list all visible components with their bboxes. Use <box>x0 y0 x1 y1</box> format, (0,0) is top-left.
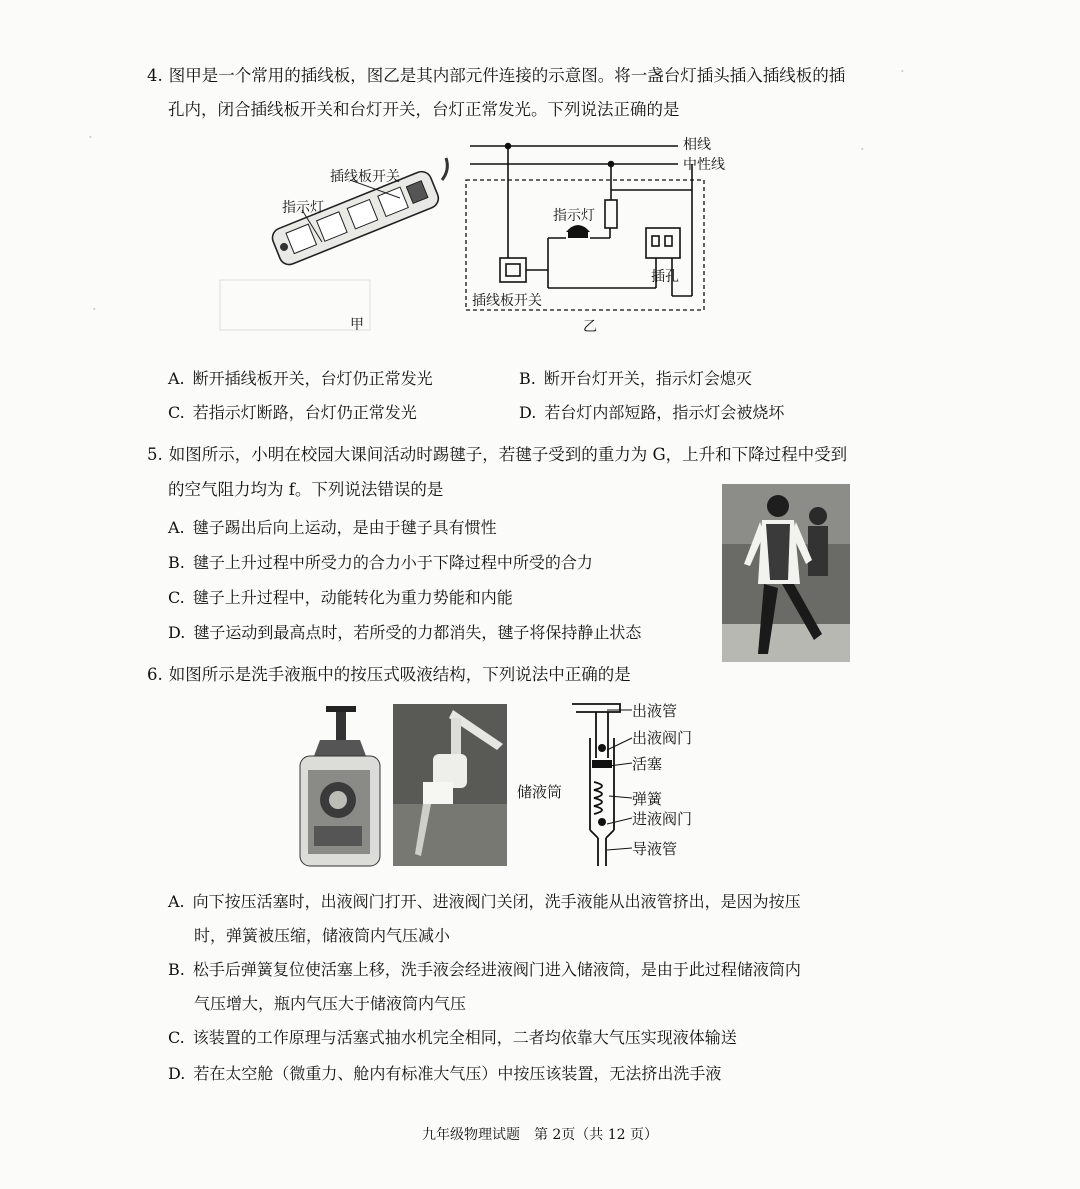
hand-soap-bottle-photo <box>290 700 386 870</box>
indicator-light-icon <box>566 225 590 232</box>
question-5-option-d: D. 毽子运动到最高点时，若所受的力都消失，毽子将保持静止状态 <box>168 623 642 642</box>
question-6-option-d: D. 若在太空舱（微重力、舱内有标准大气压）中按压该装置，无法挤出洗手液 <box>168 1064 722 1083</box>
question-5-option-a: A. 毽子踢出后向上运动，是由于毽子具有惯性 <box>168 518 497 537</box>
spring-label: 弹簧 <box>632 790 663 808</box>
outlet-valve-label: 出液阀门 <box>632 729 693 747</box>
question-6-option-b: B. 松手后弹簧复位使活塞上移，洗手液会经进液阀门进入储液筒，是由于此过程储液筒内 <box>168 960 801 979</box>
socket-label: 插孔 <box>651 269 679 285</box>
question-4-line-1: 4. 图甲是一个常用的插线板，图乙是其内部元件连接的示意图。将一盏台灯插头插入插线板的插 <box>147 66 846 85</box>
question-6-option-a-continued: 时，弹簧被压缩，储液筒内气压减小 <box>194 926 451 945</box>
bleed-through-mark: · <box>88 128 93 146</box>
question-number: 5. <box>147 445 163 464</box>
question-6-option-c: C. 该装置的工作原理与活塞式抽水机完全相同，二者均依靠大气压实现液体输送 <box>168 1028 737 1047</box>
bleed-through-mark: · <box>900 62 905 80</box>
figure-yi-caption: 乙 <box>583 319 597 335</box>
indicator-light-label: 指示灯 <box>282 200 324 216</box>
question-4-option-b: B. 断开台灯开关，指示灯会熄灭 <box>519 369 752 388</box>
question-4-option-a: A. 断开插线板开关，台灯仍正常发光 <box>168 369 433 388</box>
outlet-tube-label: 出液管 <box>632 702 678 720</box>
page-footer: 九年级物理试题 第 2页（共 12 页） <box>421 1127 659 1143</box>
shuttlecock-kick-photo <box>722 484 850 662</box>
question-5-line-2: 的空气阻力均为 f。下列说法错误的是 <box>168 480 444 499</box>
reservoir-label: 储液筒 <box>517 783 563 801</box>
question-5-line-1: 5. 如图所示，小明在校园大课间活动时踢毽子，若毽子受到的重力为 G，上升和下降过程中受到 <box>147 445 848 464</box>
bleed-through-mark: · <box>860 140 865 158</box>
strip-switch-label: 插线板开关 <box>472 293 542 309</box>
indicator-light-label: 指示灯 <box>553 208 595 224</box>
question-4-option-d: D. 若台灯内部短路，指示灯会被烧坏 <box>519 403 785 422</box>
question-6-option-b-continued: 气压增大，瓶内气压大于储液筒内气压 <box>194 994 467 1013</box>
question-4-line-2: 孔内，闭合插线板开关和台灯开关，台灯正常发光。下列说法正确的是 <box>168 100 680 119</box>
inlet-valve-label: 进液阀门 <box>632 810 693 828</box>
question-6-line-1: 6. 如图所示是洗手液瓶中的按压式吸液结构，下列说法中正确的是 <box>147 665 631 684</box>
question-5-option-b: B. 毽子上升过程中所受力的合力小于下降过程中所受的合力 <box>168 553 593 572</box>
diagram-leader-lines <box>605 700 635 860</box>
question-5-option-c: C. 毽子上升过程中，动能转化为重力势能和内能 <box>168 588 513 607</box>
guide-tube-label: 导液管 <box>632 840 678 858</box>
live-wire-label: 相线 <box>683 137 711 153</box>
pump-mechanism-photo <box>393 704 507 866</box>
piston-label: 活塞 <box>632 755 663 773</box>
strip-switch-label: 插线板开关 <box>330 169 400 185</box>
bleed-through-mark: · <box>92 300 97 318</box>
question-number: 4. <box>147 66 163 85</box>
figure-jia-caption: 甲 <box>350 317 364 333</box>
question-number: 6. <box>147 665 163 684</box>
neutral-wire-label: 中性线 <box>683 157 725 173</box>
question-4-option-c: C. 若指示灯断路，台灯仍正常发光 <box>168 403 417 422</box>
question-6-option-a: A. 向下按压活塞时，出液阀门打开、进液阀门关闭，洗手液能从出液管挤出，是因为按压 <box>168 892 801 911</box>
